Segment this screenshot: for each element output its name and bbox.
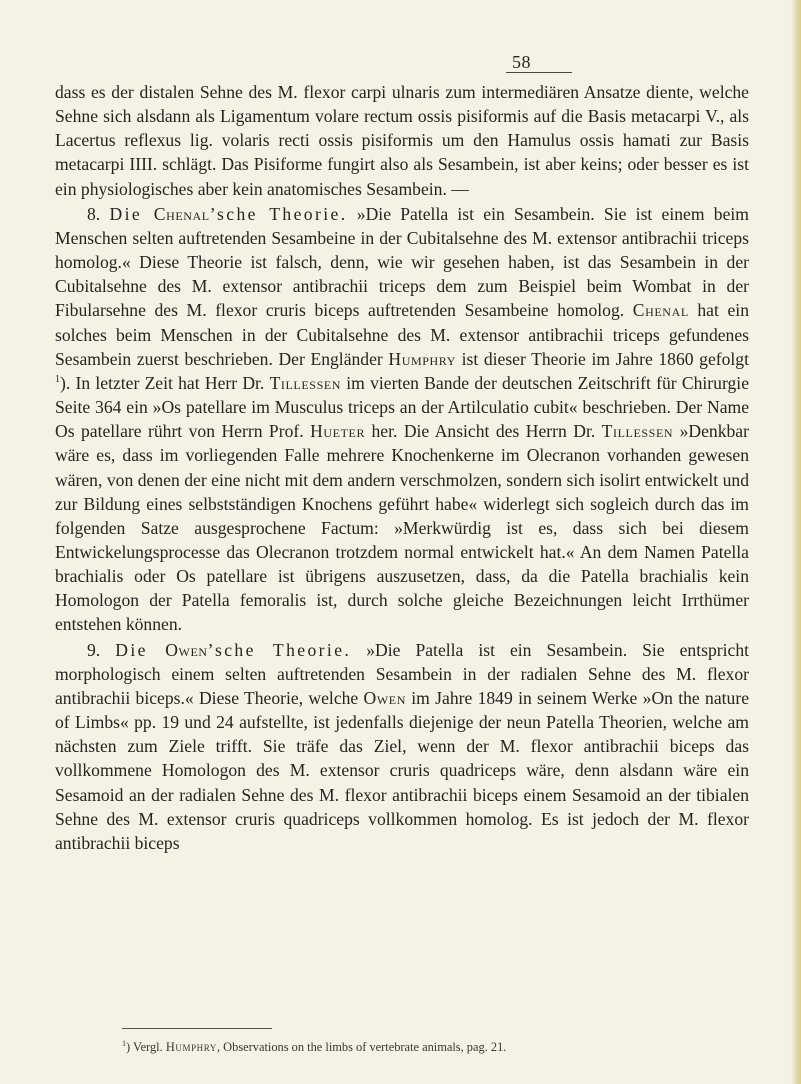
text-run: »Die Patella ist ein Sesambein. Sie ist einem beim Menschen selten auftretenden Sesambeine in der Cubitalsehne des M. extensor antibrachii triceps homolog.« Diese Theorie ist falsch, denn, wie wir gesehen haben, ist das Sesambein in der Cubitalsehne des M. extensor antibrachii triceps dem zum Beispiel beim Wombat in der Fibularsehne des M. flexor cruris biceps auftretenden Sesambeine homolog. — [55, 203, 749, 321]
heading-text-suffix: ’sche Theorie. — [207, 639, 352, 660]
author-name: Tillessen — [269, 372, 342, 393]
section-heading — [109, 204, 347, 224]
text-run: her. Die Ansicht des Herrn Dr. — [365, 421, 602, 442]
page-number: 58 — [512, 52, 531, 72]
heading-text: Die — [115, 639, 166, 660]
footnote-divider — [122, 1028, 272, 1029]
text-run: ist dieser Theorie im Jahre 1860 gefolgt — [455, 348, 749, 369]
footnote-citation: , Observations on the limbs of vertebrate animals, pag. 21. — [216, 1040, 507, 1055]
footnote-reference[interactable]: 1 — [55, 374, 60, 386]
heading-text-suffix: ’sche Theorie. — [209, 203, 348, 224]
paragraph-1: dass es der distalen Sehne des M. flexor carpi ulnaris zum intermediären Ansatze diente, welche Sehne sich alsdann als Ligamentum volare rectum ossis pisiformis auf die Basis metacarpi V., als Lacertus reflexus lig. volaris recti ossis pisiformis um den Hamulus ossis hamati zur Basis metacarpi IIII. schlägt. Das Pisiforme fungirt also als Sesambein, ist aber keins; oder besser es ist ein physiologisches aber kein anatomisches Sesambein. — — [55, 82, 749, 199]
section-heading — [115, 640, 351, 660]
text-run: »Die Patella ist ein Sesambein. Sie entspricht morphologisch einem selten auftretenden Sesambein in der radialen Sehne des M. flexor antibrachii biceps.« Diese Theorie, welche — [55, 639, 749, 708]
text-run: im Jahre 1849 in seinem Werke »On the nature of Limbs« pp. 19 und 24 aufstellte, ist jedenfalls diejenige der neun Patella Theorien, welche am nächsten zum Ziele trifft. Sie träfe das Ziel, wenn der M. flexor antibrachii biceps das vollkommene Homologon des M. extensor cruris quadriceps wäre, denn alsdann wäre ein Sesamoid an der radialen Sehne des M. flexor antibrachii biceps einem Sesamoid an der tibialen Sehne des M. extensor cruris quadriceps vollkommen homolog. Es ist jedoch der M. flexor antibrachii biceps — [55, 687, 750, 853]
author-name: Chenal — [632, 300, 689, 321]
text-run: im vierten Bande der deutschen Zeitschrift für Chirurgie Seite 364 ein »Os patellare im Musculus triceps an der Artilculatio cubit« beschrieben. Der Name Os patellare rührt von Herrn Prof. — [55, 372, 750, 442]
footnote — [122, 1036, 749, 1055]
paragraph-owen-theory — [55, 638, 749, 855]
heading-text: Die — [109, 203, 154, 224]
author-name: Humphry — [388, 348, 456, 369]
footnote-mark: 1 — [122, 1039, 126, 1048]
section-number: 8. — [87, 203, 101, 224]
section-number: 9. — [87, 639, 101, 660]
page-edge-shading — [791, 0, 801, 1084]
paragraph-chenal-theory — [55, 202, 749, 637]
text-run: »Denkbar wäre es, dass im vorliegenden Falle mehrere Knochenkerne im Olecranon vorhanden gewesen wären, von denen der eine nicht mit dem andern verschmolzen, sondern sich isolirt entwickelt und zur Bildung eines selbstständigen Knochens geführt habe« widerlegt sich sogleich durch das im folgenden Satze ausgesprochene Factum: »Merkwürdig ist es, dass sich bei diesem Entwickelungsprocesse das Olecranon trotzdem normal entwickelt hat.« An dem Namen Patella brachialis oder Os patellare ist übrigens auszusetzen, dass, da die Patella brachialis kein Homologon der Patella femoralis ist, durch solche gleiche Bezeichnungen leicht Irrthümer entstehen können. — [55, 421, 749, 635]
heading-author: Chenal — [153, 203, 210, 224]
body-text — [55, 80, 749, 855]
page-number-underline — [506, 72, 572, 73]
text-run: hat ein solches beim Menschen in der Cubitalsehne des M. extensor antibrachii triceps gefundenes Sesambein zuerst beschrieben. Der Engländer — [55, 300, 749, 369]
author-name: Tillessen — [601, 421, 674, 442]
footnote-lead: Vergl. — [133, 1040, 166, 1055]
footnote-paren: ) — [126, 1040, 133, 1055]
text-run: ). In letzter Zeit hat Herr Dr. — [60, 372, 270, 393]
heading-author: Owen — [165, 639, 208, 660]
author-name: Hueter — [310, 421, 366, 442]
footnote-author: Humphry — [165, 1040, 217, 1055]
author-name: Owen — [363, 687, 406, 708]
